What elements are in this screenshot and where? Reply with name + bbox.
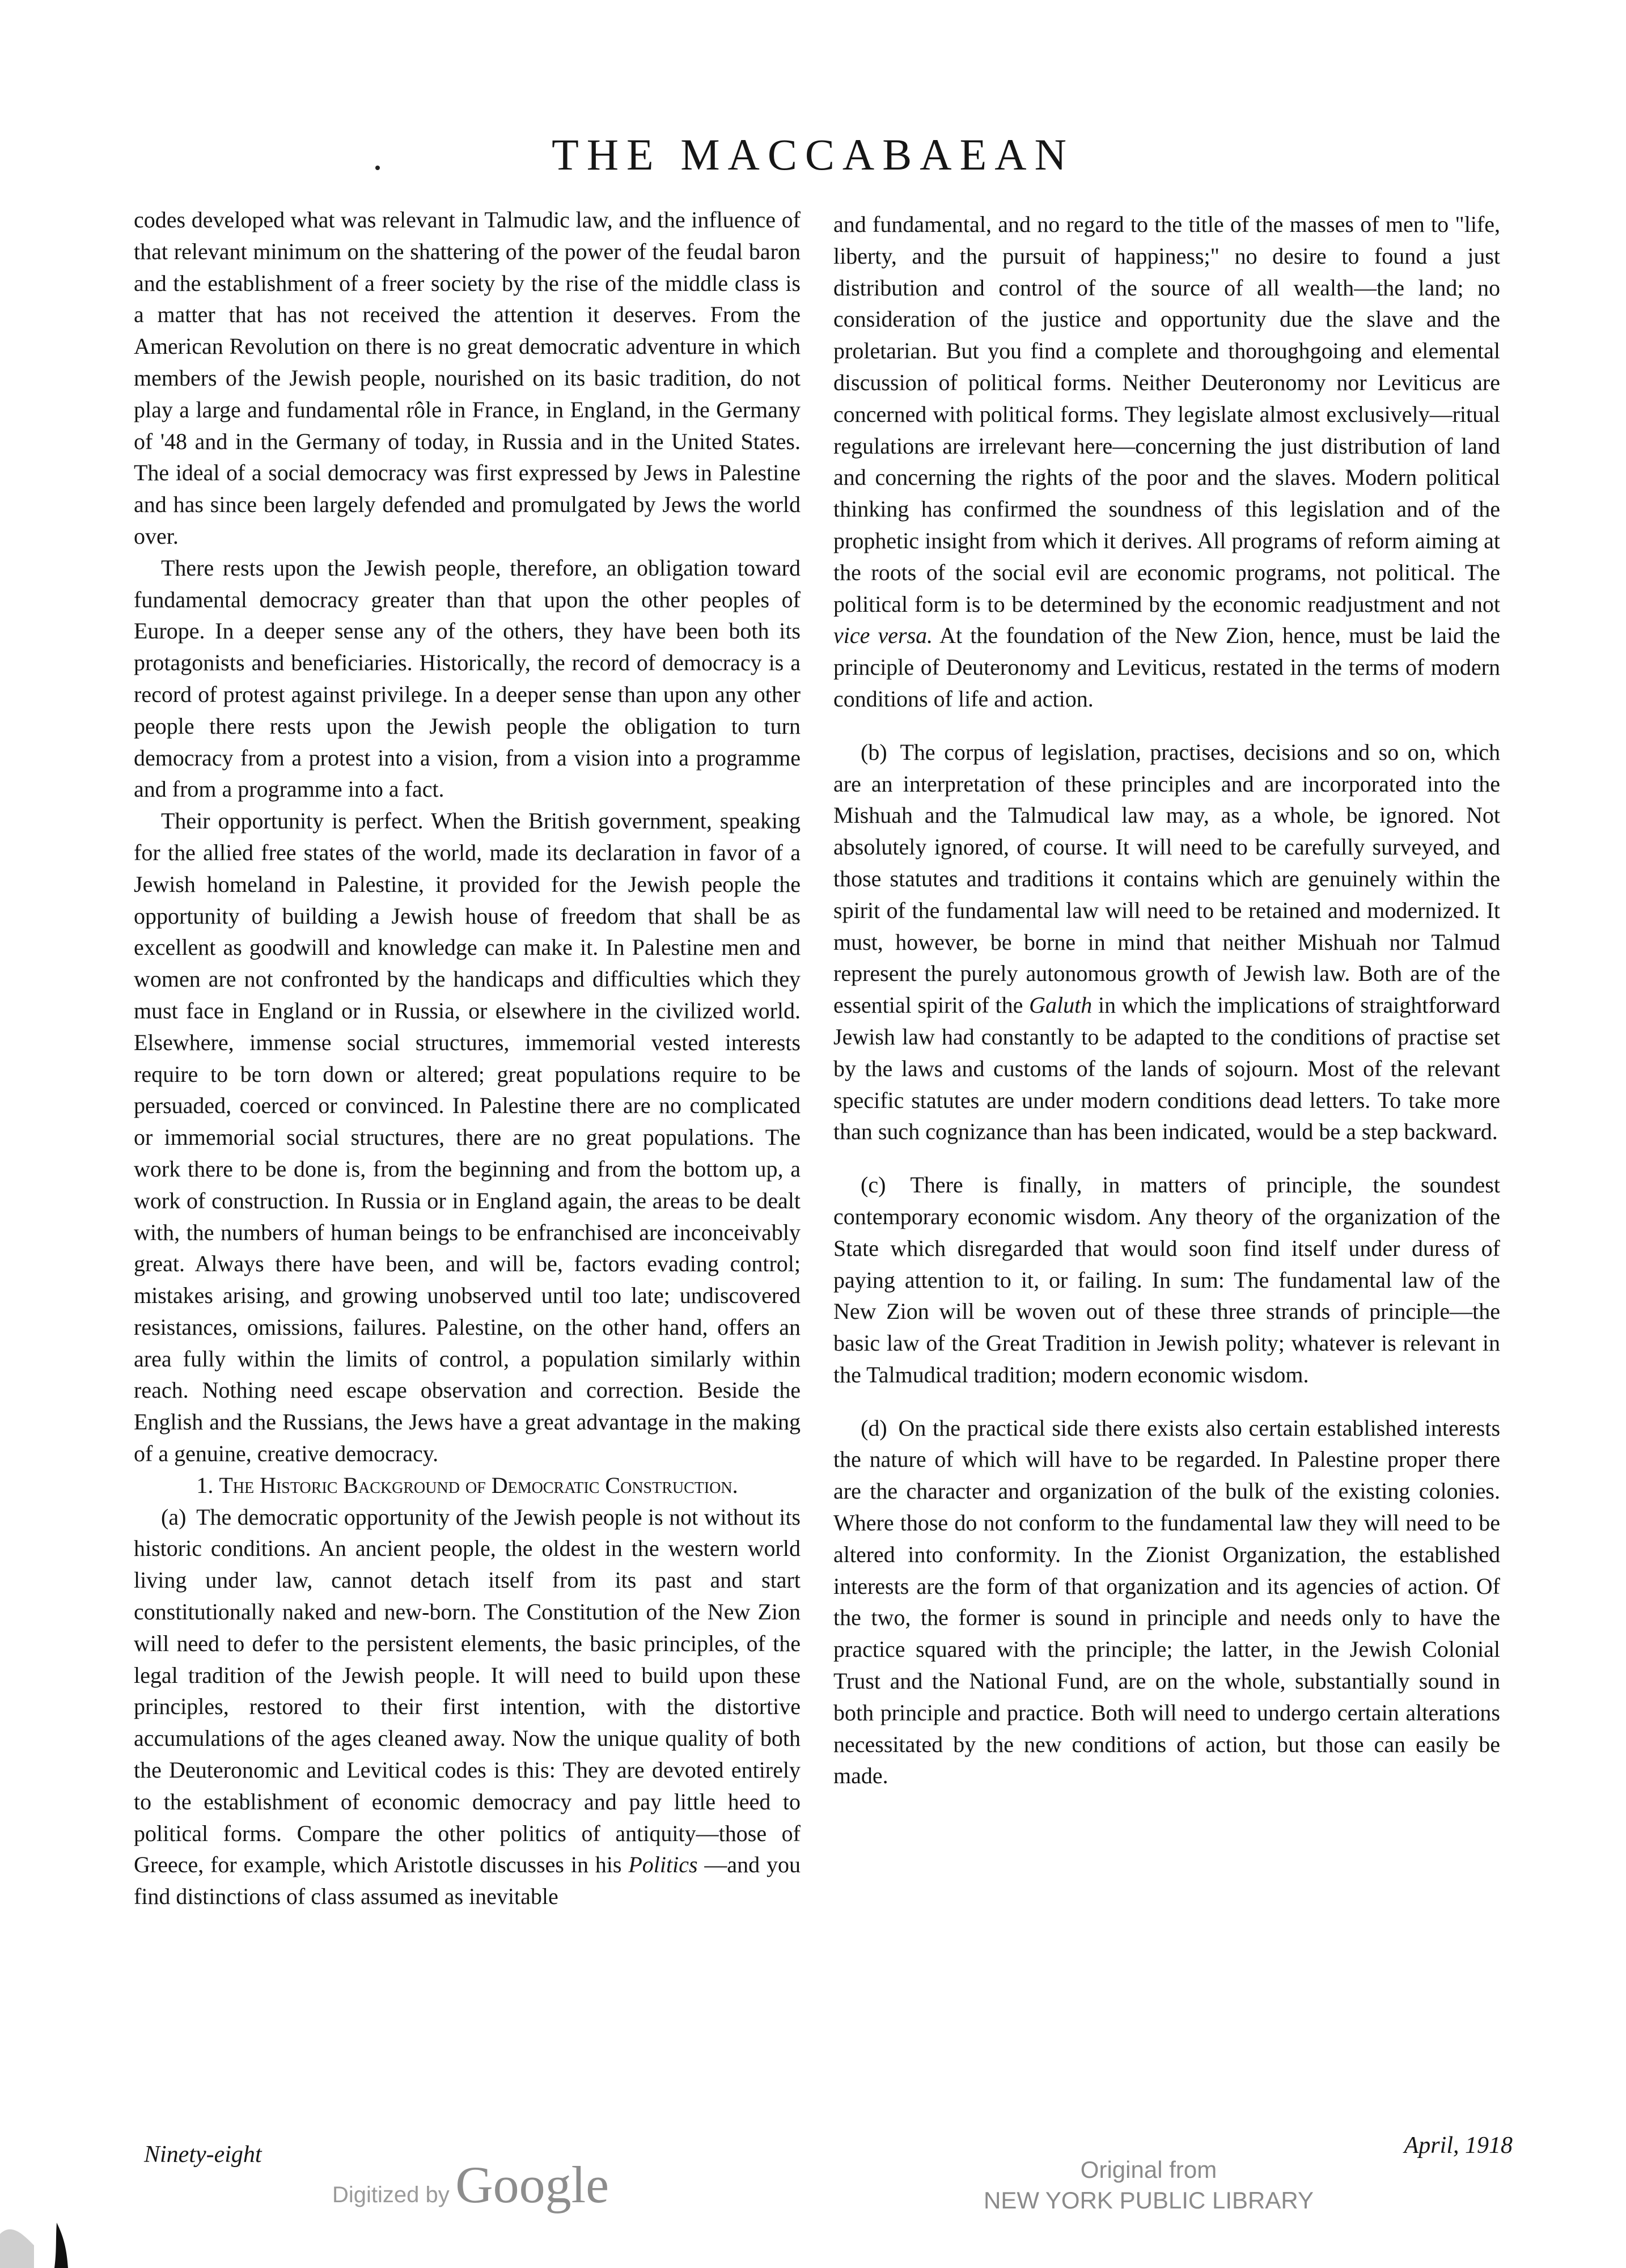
para-mark-c: (c) [861, 1172, 886, 1198]
para-b-text: The corpus of legislation, practises, decisions and so on, which are an interpretation of these principles and are incorporated into the Mishuah and the Talmudical law may, as a whole, be ignored. Not absolutely ignored, of course. It will need to be carefully surveyed, and those statutes and traditions it contains which are genuinely within the spirit of the fundamental law will need to be retained and modernized. It must, however, be borne in mind that neither Mishuah nor Talmud represent the purely autonomous growth of Jewish law. Both are of the essential spirit of the [833, 739, 1501, 1018]
para-mark-a: (a) [161, 1504, 187, 1530]
page-edge-shadow [0, 2200, 68, 2268]
para-a-text: The democratic opportunity of the Jewish people is not without its historic conditions. An ancient people, the oldest in the western world living under law, cannot detach itself from its past and start constitutionally naked and new-born. The Constitution of the New Zion will need to defer to the persistent elements, the basic principles, of the legal tradition of the Jewish people. It will need to build upon these principles, restored to their first intention, with the distortive accumulations of the ages cleaned away. Now the unique quality of both the Deuteronomic and Levitical codes is this: They are devoted entirely to the establishment of economic democracy and pay little heed to political forms. Compare the other politics of antiquity—those of Greece, for example, which Aristotle discusses in his [134, 1504, 801, 1878]
masthead-title: THE MACCABAEAN [552, 130, 1074, 179]
para-mark-d: (d) [861, 1415, 887, 1441]
issue-date: April, 1918 [1404, 2132, 1513, 2159]
para-b-italic: Galuth [1029, 992, 1093, 1018]
para-d-text: On the practical side there exists also certain established interests the nature of which will have to be regarded. In Palestine proper there are the character and organization of the bulk of the existing colonies. Where those do not conform to the fundamental law they will need to be altered into conformity. In the Zionist Organization, the established interests are the form of that organization and its agencies of action. Of the two, the former is sound in principle and needs only to have the practice squared with the principle; the latter, in the Jewish Colonial Trust and the National Fund, are on the whole, substantially sound in both principle and practice. Both will need to undergo certain alterations necessitated by the new conditions of action, but those can easily be made. [833, 1415, 1501, 1789]
para-b-tail: in which the implications of straightforward Jewish law had constantly to be adapted to the conditions of practise set by the laws and customs of the lands of sojourn. Most of the relevant specific statutes are under modern conditions dead letters. To take more than such cognizance than has been indicated, would be a step backward. [833, 992, 1501, 1145]
para-mark-b: (b) [861, 739, 887, 765]
google-logo: Google [455, 2156, 609, 2214]
right-p1-italic: vice versa. [833, 623, 933, 649]
original-from-label: Original from [1080, 2156, 1217, 2183]
para-c-text: There is finally, in matters of principle, the soundest contemporary economic wisdom. Any theory of the organization of the State which disregarded that would soon find itself under duress of paying attention to it, or failing. In sum: The fundamental law of the New Zion will be woven out of these three strands of principle—the basic law of the Great Tradition in Jewish polity; whatever is relevant in the Talmudical tradition; modern economic wisdom. [833, 1172, 1500, 1387]
right-paragraph-d [833, 1412, 1500, 1792]
section-number: 1. [196, 1472, 214, 1498]
page-number-label: Ninety-eight [144, 2142, 262, 2168]
right-p1-tail: At the foundation of the New Zion, hence, must be laid the principle of Deuteronomy and Leviticus, restated in the terms of modern conditions of life and action. [833, 623, 1501, 712]
para-a-tail: —and you find distinctions of class assumed as inevitable [134, 1852, 801, 1910]
masthead-dot [375, 166, 380, 170]
digitized-by-watermark [332, 2155, 609, 2215]
digitized-prefix: Digitized by [332, 2182, 450, 2207]
left-column [134, 204, 801, 1912]
right-paragraph-c [833, 1169, 1500, 1391]
left-paragraph-2: There rests upon the Jewish people, therefore, an obligation toward fundamental democracy greater than that upon the other peoples of Europe. In a deeper sense any of the others, they have been both its protagonists and beneficiaries. Historically, the record of democracy is a record of protest against privilege. In a deeper sense than upon any other people there rests upon the Jewish people the obligation to turn democracy from a protest into a vision, from a vision into a programme and from a programme into a fact. [134, 555, 801, 802]
left-paragraph-a [134, 1501, 801, 1912]
right-p1-text: and fundamental, and no regard to the title of the masses of men to "life, liberty, and the pursuit of happiness;" no desire to found a just distribution and control of the source of all wealth—the land; no consideration of the justice and opportunity due the slave and the proletarian. But you find a complete and thoroughgoing and elemental discussion of political forms. Neither Deuteronomy nor Leviticus are concerned with political forms. They legislate almost exclusively—ritual regulations are irrelevant here—concerning the just distribution of land and concerning the rights of the poor and the slaves. Modern political thinking has confirmed the soundness of this legislation and of the prophetic insight from which it derives. All programs of reform aiming at the roots of the social evil are economic programs, not political. The political form is to be determined by the economic readjustment and not [833, 211, 1500, 617]
right-paragraph-1 [833, 209, 1500, 715]
library-name: NEW YORK PUBLIC LIBRARY [984, 2187, 1314, 2214]
section-heading [134, 1470, 801, 1501]
right-column [833, 209, 1500, 1792]
original-source-watermark [973, 2155, 1324, 2216]
right-paragraph-b [833, 737, 1500, 1148]
section-title: The Historic Background of Democratic Construction. [219, 1472, 738, 1498]
para-a-italic: Politics [628, 1852, 698, 1878]
left-paragraph-3: Their opportunity is perfect. When the British government, speaking for the allied free states of the world, made its declaration in favor of a Jewish homeland in Palestine, it provided for the Jewish people the opportunity of building a Jewish house of freedom that shall be as excellent as goodwill and knowledge can make it. In Palestine men and women are not confronted by the handicaps and difficulties which they must face in England or in Russia, or elsewhere in the civilized world. Elsewhere, immense social structures, immemorial vested interests require to be torn down or altered; great populations require to be persuaded, coerced or convinced. In Palestine there are no complicated or immemorial social structures, there are no great populations. The work there to be done is, from the beginning and from the bottom up, a work of construction. In Russia or in England again, the areas to be dealt with, the numbers of human beings to be enfranchised are inconceivably great. Always there have been, and will be, factors evading control; mistakes arising, and growing unobserved until too late; undiscovered resistances, omissions, failures. Palestine, on the other hand, offers an area fully within the limits of control, a population similarly within reach. Nothing need escape observation and correction. Beside the English and the Russians, the Jews have a great advantage in the making of a genuine, creative democracy. [134, 808, 801, 1467]
left-paragraph-1: codes developed what was relevant in Talmudic law, and the influence of that relevant minimum on the shattering of the power of the feudal baron and the establishment of a freer society by the rise of the middle class is a matter that has not received the attention it deserves. From the American Revolution on there is no great democratic adventure in which members of the Jewish people, nourished on its basic tradition, do not play a large and fundamental rôle in France, in England, in the Germany of '48 and in the Germany of today, in Russia and in the United States. The ideal of a social democracy was first expressed by Jews in Palestine and has since been largely defended and promulgated by Jews the world over. [134, 207, 801, 549]
